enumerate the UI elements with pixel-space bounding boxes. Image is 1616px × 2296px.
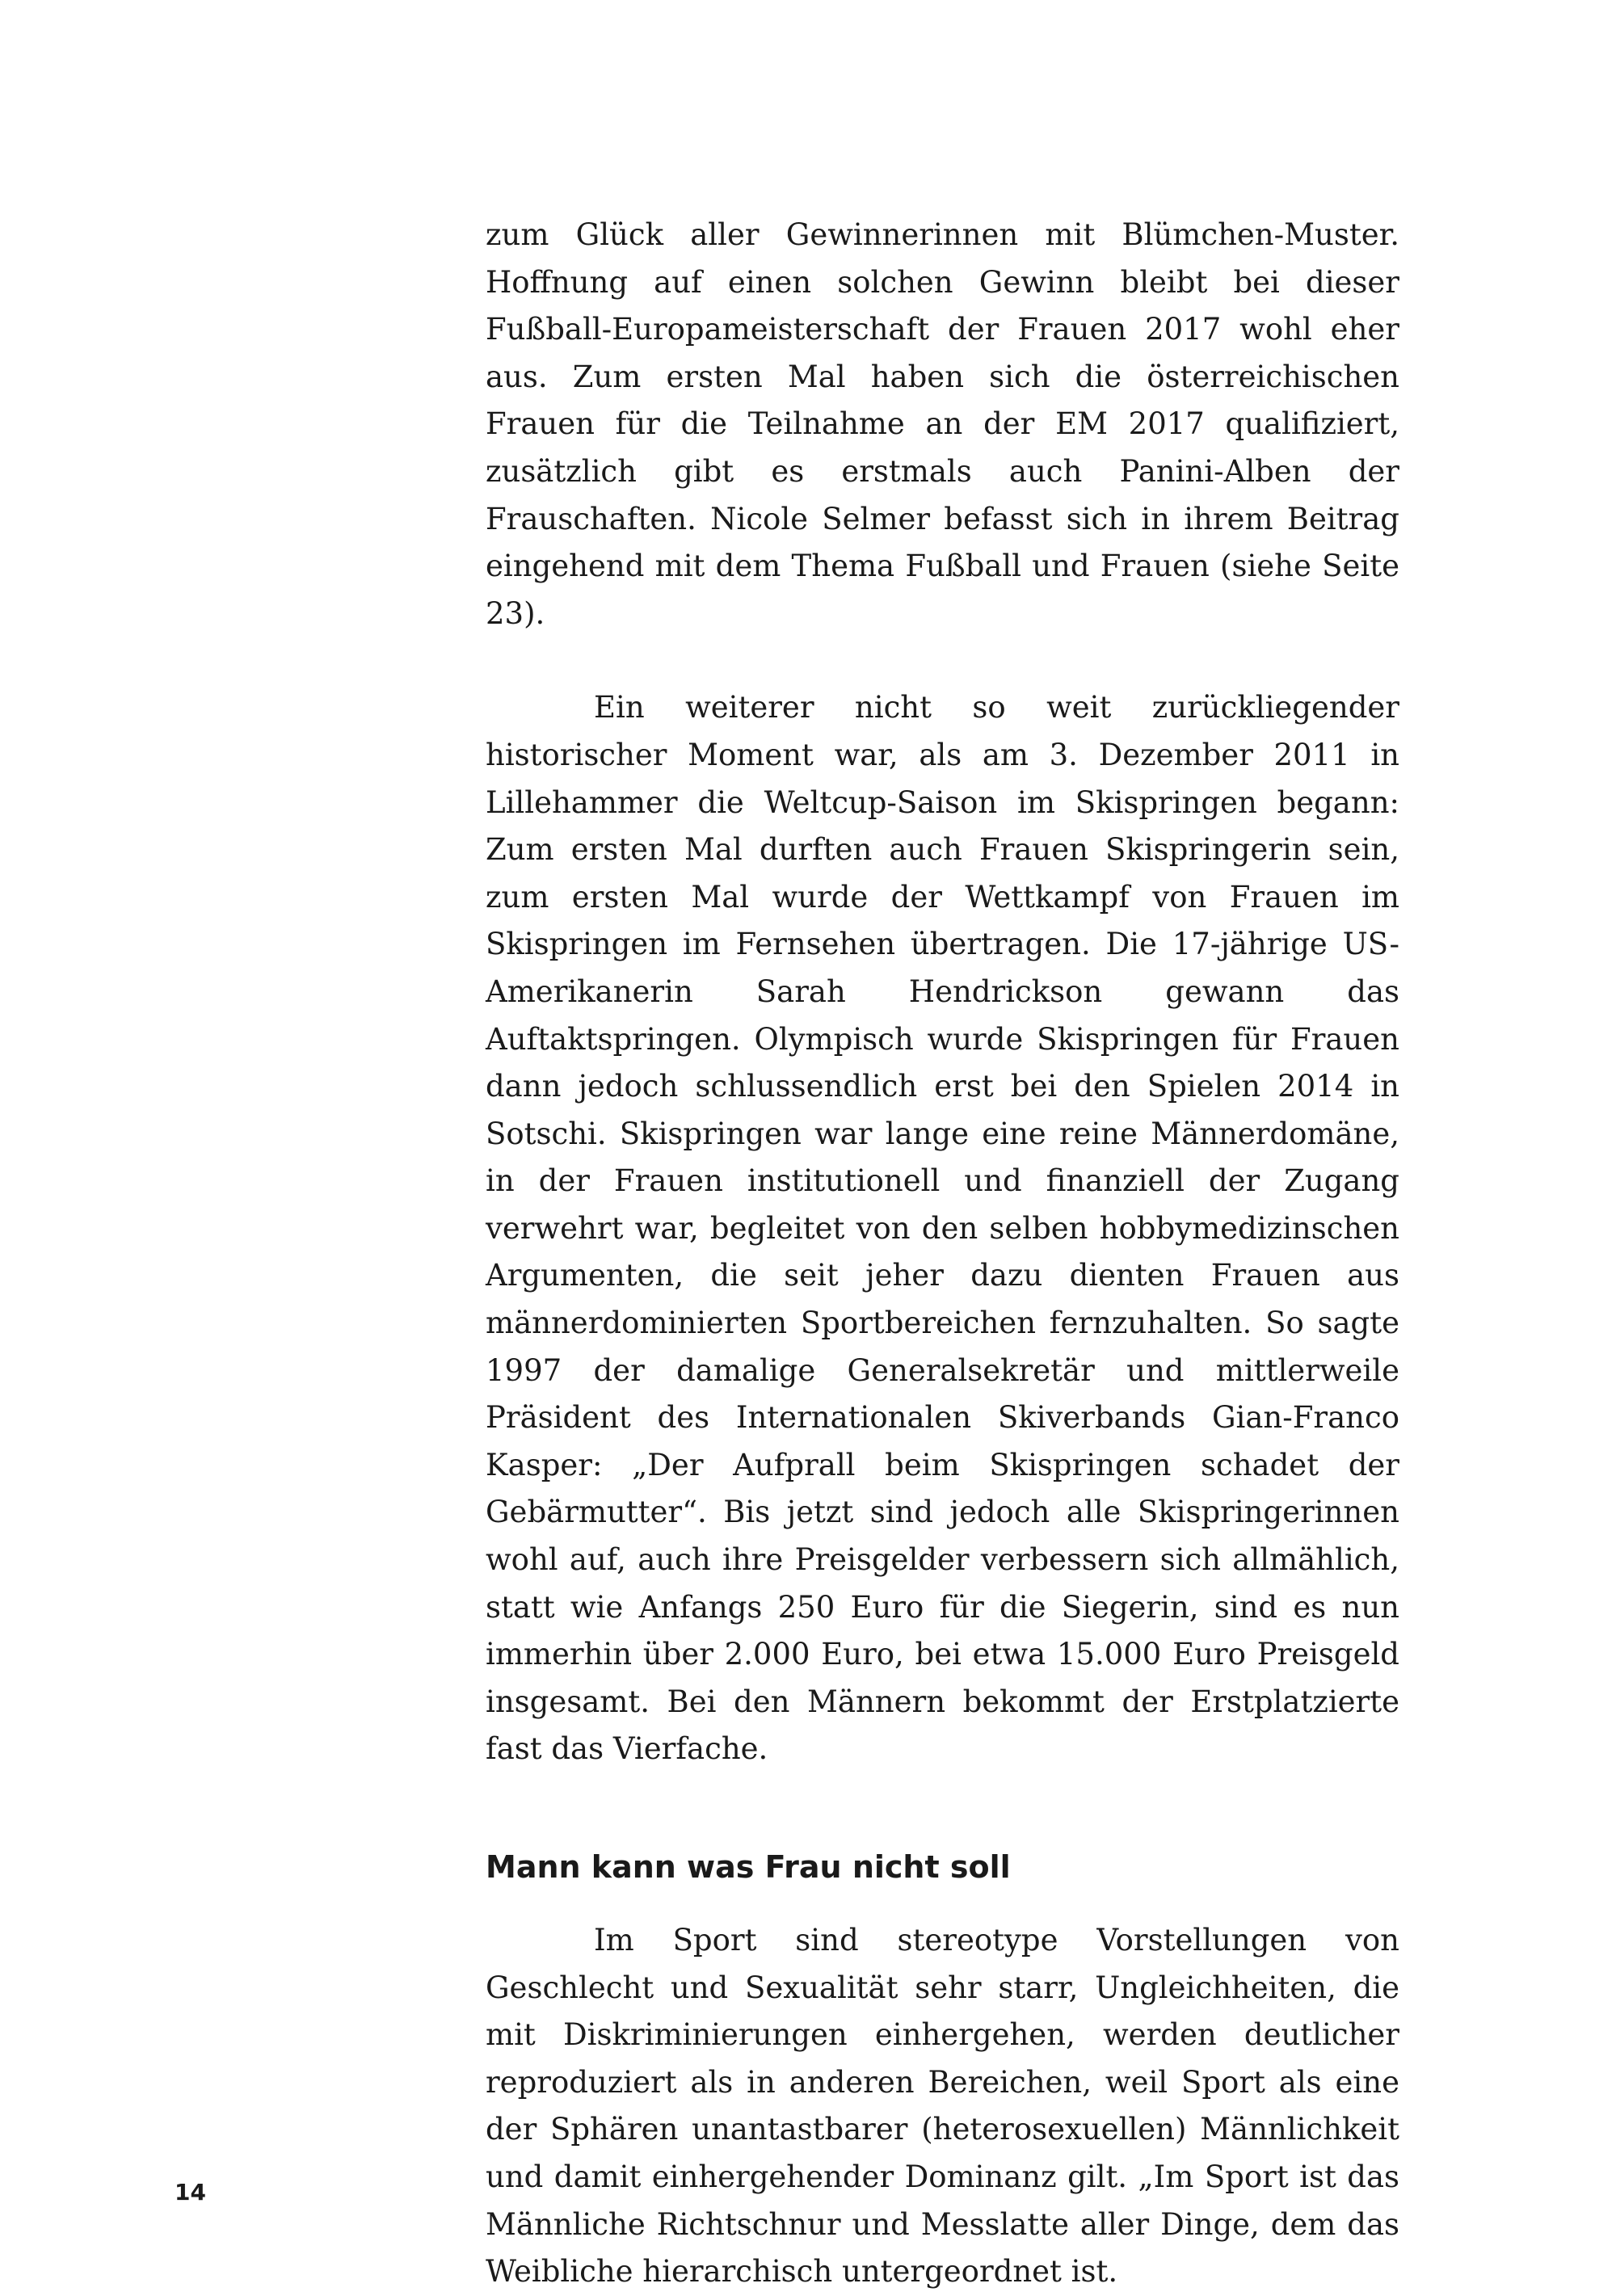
section-heading: Mann kann was Frau nicht soll [486,1849,1011,1885]
page-number: 14 [175,2179,206,2206]
text-column [486,212,1399,2296]
paragraph-ski-jumping: Ein weiterer nicht so weit zurückliegender historischer Moment war, als am 3. Dezember 2011 in Lillehammer die Weltcup-Saison im Skispringen begann: Zum ersten Mal durften auch Frauen Skispringerin sein, zum ersten Mal wurde der Wettkampf von Frauen im Skispringen im Fernsehen übertragen. Die 17-jährige US-Amerikanerin Sarah Hendrickson gewann das Auftaktspringen. Olympisch wurde Skispringen für Frauen dann jedoch schlussendlich erst bei den Spielen 2014 in Sotschi. Skispringen war lange eine reine Männerdomäne, in der Frauen institutionell und finanziell der Zugang verwehrt war, begleitet von den selben hobbymedizinschen Argumenten, die seit jeher dazu dienten Frauen aus männerdominierten Sportbereichen fernzuhalten. So sagte 1997 der damalige Generalsekretär und mittlerweile Präsident des Internationalen Skiverbands Gian-Franco Kasper: „Der Aufprall beim Skispringen schadet der Gebärmutter“. Bis jetzt sind jedoch alle Skispringerinnen wohl auf, auch ihre Preisgelder verbessern sich allmählich, statt wie Anfangs 250 Euro für die Siegerin, sind es nun immerhin über 2.000 Euro, bei etwa 15.000 Euro Preisgeld insgesamt. Bei den Männern bekommt der Erstplatzierte fast das Vierfache. [486,690,1399,1767]
paragraph-continued: zum Glück aller Gewinnerinnen mit Blümchen-Muster. Hoffnung auf einen solchen Gewinn bleibt bei dieser Fußball-Europameisterschaft der Frauen 2017 wohl eher aus. Zum ersten Mal haben sich die österreichischen Frauen für die Teilnahme an der EM 2017 qualifiziert, zusätzlich gibt es erstmals auch Panini-Alben der Frauschaften. Nicole Selmer befasst sich in ihrem Beitrag eingehend mit dem Thema Fußball und Frauen (siehe Seite 23). [486,217,1399,631]
paragraph-stereotypes: Im Sport sind stereotype Vorstellungen von Geschlecht und Sexualität sehr starr, Ungleichheiten, die mit Diskriminierungen einhergehen, werden deutlicher reproduziert als in anderen Bereichen, weil Sport als eine der Sphären unantastbarer (heterosexuellen) Männlichkeit und damit einhergehender Dominanz gilt. „Im Sport ist das Männliche Richtschnur und Messlatte aller Dinge, dem das Weibliche hierarchisch untergeordnet ist. [486,1923,1399,2290]
